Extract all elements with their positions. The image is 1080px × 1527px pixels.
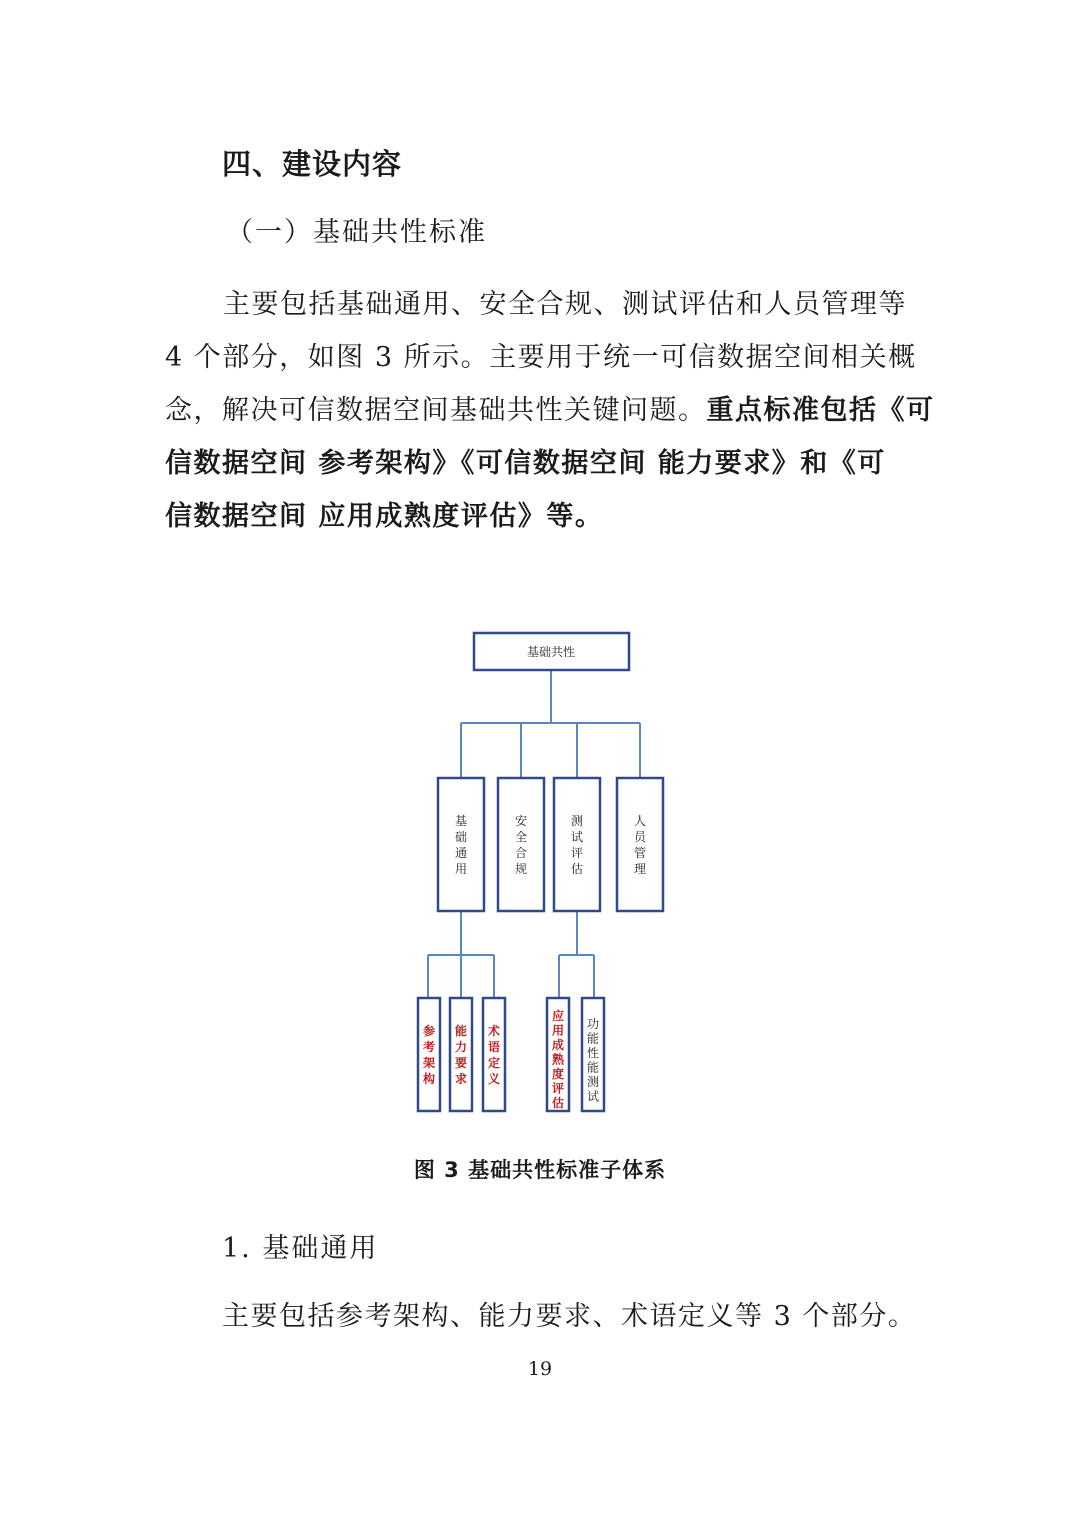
level1-label-char: 用 <box>454 862 468 876</box>
level2-label-char: 用 <box>551 1023 565 1038</box>
figure-caption: 图 3 基础共性标准子体系 <box>413 1158 667 1182</box>
level2-box-terminology <box>483 998 505 1111</box>
level2-label-char: 功 <box>586 1017 600 1031</box>
level1-label-char: 规 <box>514 862 528 876</box>
level2-label <box>552 1008 565 1110</box>
level2-label-char: 求 <box>454 1072 468 1086</box>
level2-label-char: 力 <box>454 1040 468 1054</box>
level2-label-char: 架 <box>422 1056 436 1070</box>
level1-box-personnel <box>617 778 663 911</box>
level2-label-char: 应 <box>551 1009 565 1023</box>
level2-label-char: 评 <box>551 1081 565 1096</box>
level2-label-char: 测 <box>586 1075 600 1089</box>
level1-box-testing <box>554 778 600 911</box>
level2-labels <box>422 1008 599 1110</box>
section1-title: 1. 基础通用 <box>222 1233 379 1264</box>
level2-box-capability-requirements <box>450 998 472 1111</box>
level2-label-char: 估 <box>551 1096 565 1110</box>
level2-label-char: 能 <box>586 1031 600 1046</box>
root-label: 基础共性 <box>526 645 576 659</box>
level1-label-char: 估 <box>570 862 584 876</box>
level2-label-char: 性 <box>586 1046 600 1060</box>
level2-label-char: 考 <box>422 1040 436 1054</box>
level1-label-char: 评 <box>570 846 584 860</box>
paragraph-line-3-bold: 重点标准包括《可 <box>706 395 935 426</box>
section1-text: 主要包括参考架构、能力要求、术语定义等 3 个部分。 <box>222 1301 917 1332</box>
level1-label-char: 员 <box>633 830 647 844</box>
paragraph-line-3-text: 念，解决可信数据空间基础共性关键问题。 <box>165 395 707 426</box>
level1-label-char: 理 <box>633 862 647 876</box>
paragraph-line-2: 4 个部分，如图 3 所示。主要用于统一可信数据空间相关概 <box>165 342 917 373</box>
level1-box-basic <box>438 778 484 911</box>
level2-label-char: 构 <box>422 1072 436 1086</box>
paragraph-line-5: 信数据空间 应用成熟度评估》等。 <box>165 501 604 532</box>
level1-label-char: 测 <box>570 814 584 828</box>
level2-label-char: 试 <box>586 1089 600 1104</box>
level2-label <box>587 1016 599 1104</box>
level2-box-reference-architecture <box>418 998 440 1111</box>
page-number: 19 <box>527 1358 553 1380</box>
level2-label-char: 义 <box>487 1072 501 1086</box>
level2-label-char: 定 <box>487 1056 501 1070</box>
subsection-heading: （一）基础共性标准 <box>226 217 487 248</box>
level2-label-char: 度 <box>551 1067 565 1081</box>
level1-label-char: 合 <box>514 846 528 860</box>
level1-label-char: 通 <box>454 846 468 860</box>
level1-label-char: 础 <box>454 830 468 844</box>
level2-label-char: 语 <box>487 1040 501 1054</box>
paragraph-line-4: 信数据空间 参考架构》《可信数据空间 能力要求》和《可 <box>165 448 886 479</box>
level1-label-char: 管 <box>633 846 647 860</box>
section-heading: 四、建设内容 <box>222 147 403 181</box>
level2-label-char: 能 <box>586 1060 600 1075</box>
level1-label-char: 试 <box>570 830 584 844</box>
paragraph-line-1: 主要包括基础通用、安全合规、测试评估和人员管理等 <box>223 289 907 320</box>
level1-label-char: 基 <box>454 814 468 828</box>
level1-box-security <box>498 778 544 911</box>
level2-label-char: 能 <box>454 1024 468 1038</box>
level2-label-char: 参 <box>422 1024 436 1038</box>
level2-label-char: 术 <box>487 1024 501 1038</box>
level1-label-char: 人 <box>633 814 647 828</box>
standards-hierarchy-diagram <box>0 620 1080 1140</box>
level2-label-char: 成 <box>551 1038 565 1052</box>
level2-label-char: 要 <box>454 1056 468 1070</box>
level2-label-char: 熟 <box>551 1052 565 1067</box>
level1-label-char: 安 <box>514 814 528 828</box>
paragraph-line-3 <box>165 384 935 437</box>
body-paragraph <box>165 278 935 543</box>
level1-label-char: 全 <box>514 830 528 844</box>
